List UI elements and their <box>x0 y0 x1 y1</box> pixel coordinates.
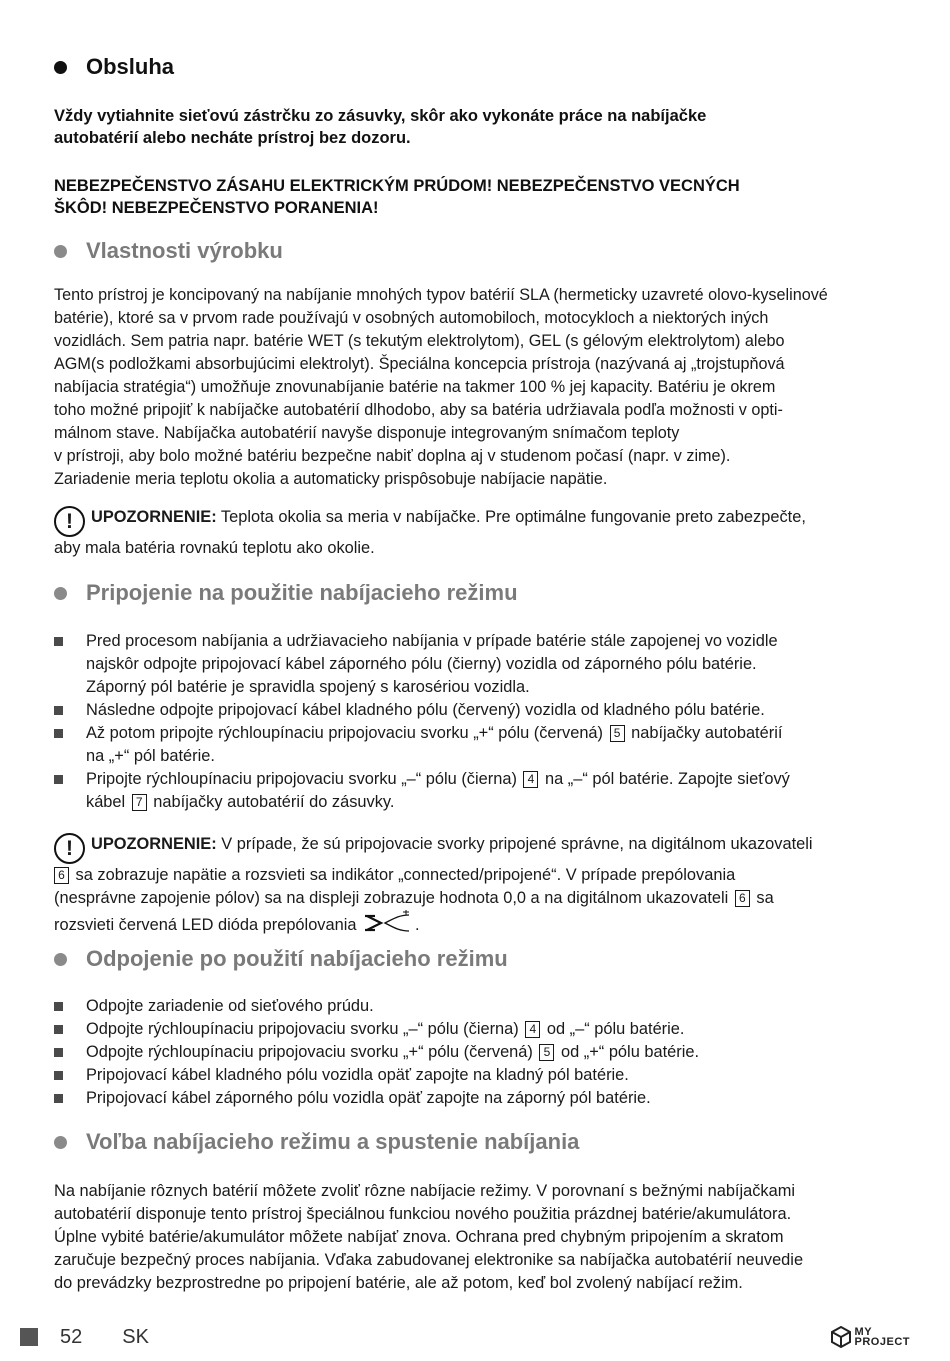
part-number-badge: 6 <box>735 890 750 907</box>
square-bullet-icon <box>54 637 63 646</box>
square-bullet-icon <box>54 706 63 715</box>
bullet-dot-icon <box>54 61 67 74</box>
page-number: 52 <box>60 1325 83 1348</box>
warning-label: UPOZORNENIE: <box>91 835 217 853</box>
language-code: SK <box>122 1325 149 1348</box>
paragraph-line: Tento prístroj je koncipovaný na nabíjanie mnohých typov batérií SLA (hermeticky uzavreté olovo-kyselinové <box>54 286 828 304</box>
part-number-badge: 4 <box>525 1021 540 1038</box>
bullet-dot-icon <box>54 953 67 966</box>
paragraph-line: málnom stave. Nabíjačka autobatérií navyše disponuje integrovaným snímačom teploty <box>54 424 680 442</box>
paragraph-line: Úplne vybité batérie/akumulátor môžete nabíjať znova. Ochrana pred chybným pripojením a skratom <box>54 1228 784 1246</box>
warning-label: UPOZORNENIE: <box>91 508 217 526</box>
list-item <box>54 768 900 814</box>
footer-square-icon <box>20 1328 38 1346</box>
list-item <box>54 1018 900 1041</box>
square-bullet-icon <box>54 1094 63 1103</box>
warning-text: rozsvieti červená LED dióda prepólovania <box>54 916 362 934</box>
part-number-badge: 4 <box>523 771 538 788</box>
section-heading-obsluha <box>54 54 174 80</box>
warning-text: . <box>415 916 420 934</box>
square-bullet-icon <box>54 1048 63 1057</box>
bullet-dot-icon <box>54 587 67 600</box>
list-item-text: Odpojte rýchloupínaciu pripojovaciu svorku „–“ pólu (čierna) <box>86 1020 524 1038</box>
warning-text: Teplota okolia sa meria v nabíjačke. Pre optimálne fungovanie preto zabezpečte, <box>216 508 806 526</box>
paragraph-line: batérie), ktoré sa v prvom rade používajú v osobných automobiloch, motocykloch a niektorých iných <box>54 309 769 327</box>
list-item-text: od „–“ pólu batérie. <box>542 1020 685 1038</box>
paragraph-line: vozidlách. Sem patria napr. batérie WET (s tekutým elektrolytom), GEL (s gélovým elektrolytom) alebo <box>54 332 785 350</box>
reverse-polarity-icon <box>363 910 413 936</box>
list-item <box>54 699 900 722</box>
part-number-badge: 7 <box>132 794 147 811</box>
list-item-text: Následne odpojte pripojovací kábel kladného pólu (červený) vozidla od kladného pólu batérie. <box>86 701 765 719</box>
warning-connection <box>54 833 900 937</box>
list-item <box>54 630 900 699</box>
warning-text: V prípade, že sú pripojovacie svorky pripojené správne, na digitálnom ukazovateli <box>216 835 813 853</box>
section-heading-vlastnosti <box>54 238 283 264</box>
square-bullet-icon <box>54 775 63 784</box>
list-item <box>54 1087 900 1110</box>
paragraph-line: autobatérií disponuje tento prístroj špeciálnou funkciou nového použitia prázdnej batérie/akumulátora. <box>54 1205 792 1223</box>
list-item-text: na „–“ pól batérie. Zapojte sieťový <box>540 770 790 788</box>
mode-selection-paragraph <box>54 1180 900 1295</box>
list-item <box>54 722 900 768</box>
list-item <box>54 995 900 1018</box>
heading-text: Vlastnosti výrobku <box>86 238 283 263</box>
list-item <box>54 1064 900 1087</box>
list-item-text: kábel <box>86 793 130 811</box>
heading-text: Voľba nabíjacieho režimu a spustenie nabíjania <box>86 1129 580 1154</box>
section-heading-odpojenie <box>54 946 508 972</box>
square-bullet-icon <box>54 1071 63 1080</box>
list-item-text: Záporný pól batérie je spravidla spojený s karosériou vozidla. <box>86 678 530 696</box>
list-item-text: na „+“ pól batérie. <box>86 747 215 765</box>
section-heading-pripojenie <box>54 580 518 606</box>
warning-text: sa <box>751 889 774 907</box>
page-footer <box>20 1322 149 1352</box>
section-heading-volba <box>54 1129 579 1155</box>
part-number-badge: 5 <box>539 1044 554 1061</box>
connect-steps-list <box>54 630 900 814</box>
paragraph-line: toho možné pripojiť k nabíjačke autobatérií dlhodobo, aby sa batéria udržiavala podľa možnosti v opti- <box>54 401 783 419</box>
part-number-badge: 5 <box>610 725 625 742</box>
list-item-text: najskôr odpojte pripojovací kábel záporného pólu (čierny) vozidla od záporného pólu batérie. <box>86 655 757 673</box>
list-item-text: Pred procesom nabíjania a udržiavacieho nabíjania v prípade batérie stále zapojenej vo vozidle <box>86 632 778 650</box>
heading-text: Pripojenie na použitie nabíjacieho režimu <box>86 580 518 605</box>
list-item-text: Až potom pripojte rýchloupínaciu pripojovaciu svorku „+“ pólu (červená) <box>86 724 608 742</box>
paragraph-line: do prevádzky bezprostredne po pripojení batérie, ale až potom, keď bol zvolený nabíjací režim. <box>54 1274 743 1292</box>
paragraph-line: nabíjacia stratégia“) umožňuje znovunabíjanie batérie na takmer 100 % jej kapacity. Batériu je okrem <box>54 378 776 396</box>
list-item-text: Odpojte rýchloupínaciu pripojovaciu svorku „+“ pólu (červená) <box>86 1043 538 1061</box>
part-number-badge: 6 <box>54 867 69 884</box>
list-item-text: nabíjačky autobatérií <box>626 724 783 742</box>
heading-text: Obsluha <box>86 54 175 79</box>
paragraph-line: Na nabíjanie rôznych batérií môžete zvoliť rôzne nabíjacie režimy. V porovnaní s bežnými nabíjačkami <box>54 1182 796 1200</box>
danger-note <box>54 175 900 219</box>
danger-line: ŠKÔD! NEBEZPEČENSTVO PORANENIA! <box>54 199 379 217</box>
list-item-text: Odpojte zariadenie od sieťového prúdu. <box>86 997 374 1015</box>
list-item-text: Pripojte rýchloupínaciu pripojovaciu svorku „–“ pólu (čierna) <box>86 770 522 788</box>
square-bullet-icon <box>54 1002 63 1011</box>
brand-logo <box>830 1326 910 1348</box>
warning-text: sa zobrazuje napätie a rozsvieti sa indikátor „connected/pripojené“. V prípade prepólovania <box>71 866 736 884</box>
warning-exclamation-icon: ! <box>54 506 85 537</box>
bullet-dot-icon <box>54 245 67 258</box>
list-item-text: od „+“ pólu batérie. <box>556 1043 700 1061</box>
list-item-text: Pripojovací kábel kladného pólu vozidla opäť zapojte na kladný pól batérie. <box>86 1066 629 1084</box>
list-item <box>54 1041 900 1064</box>
note-line: autobatérií alebo necháte prístroj bez dozoru. <box>54 129 411 147</box>
warning-temperature <box>54 506 900 560</box>
square-bullet-icon <box>54 1025 63 1034</box>
square-bullet-icon <box>54 729 63 738</box>
cube-logo-icon <box>830 1326 852 1348</box>
bullet-dot-icon <box>54 1136 67 1149</box>
product-description <box>54 284 900 491</box>
warning-exclamation-icon: ! <box>54 833 85 864</box>
note-line: Vždy vytiahnite sieťovú zástrčku zo zásuvky, skôr ako vykonáte práce na nabíjačke <box>54 107 707 125</box>
logo-text: PROJECT <box>854 1336 910 1348</box>
disconnect-steps-list <box>54 995 900 1110</box>
warning-text: (nesprávne zapojenie pólov) sa na displeji zobrazuje hodnota 0,0 a na digitálnom ukazovateli <box>54 889 733 907</box>
heading-text: Odpojenie po použití nabíjacieho režimu <box>86 946 508 971</box>
list-item-text: Pripojovací kábel záporného pólu vozidla opäť zapojte na záporný pól batérie. <box>86 1089 651 1107</box>
paragraph-line: AGM(s podložkami absorbujúcimi elektrolyt). Špeciálna koncepcia prístroja (nazývaná aj „trojstupňová <box>54 355 785 373</box>
danger-line: NEBEZPEČENSTVO ZÁSAHU ELEKTRICKÝM PRÚDOM! NEBEZPEČENSTVO VECNÝCH <box>54 177 740 195</box>
warning-text: aby mala batéria rovnakú teplotu ako okolie. <box>54 539 375 557</box>
paragraph-line: Zariadenie meria teplotu okolia a automaticky prispôsobuje nabíjacie napätie. <box>54 470 608 488</box>
logo-text: MY <box>854 1326 873 1338</box>
paragraph-line: zaručuje bezpečný proces nabíjania. Vďaka zabudovanej elektronike sa nabíjačka autobatérií neuvedie <box>54 1251 804 1269</box>
list-item-text: nabíjačky autobatérií do zásuvky. <box>148 793 395 811</box>
unplug-note <box>54 105 900 149</box>
paragraph-line: v prístroji, aby bolo možné batériu bezpečne nabiť doplna aj v studenom počasí (napr. v zime). <box>54 447 731 465</box>
